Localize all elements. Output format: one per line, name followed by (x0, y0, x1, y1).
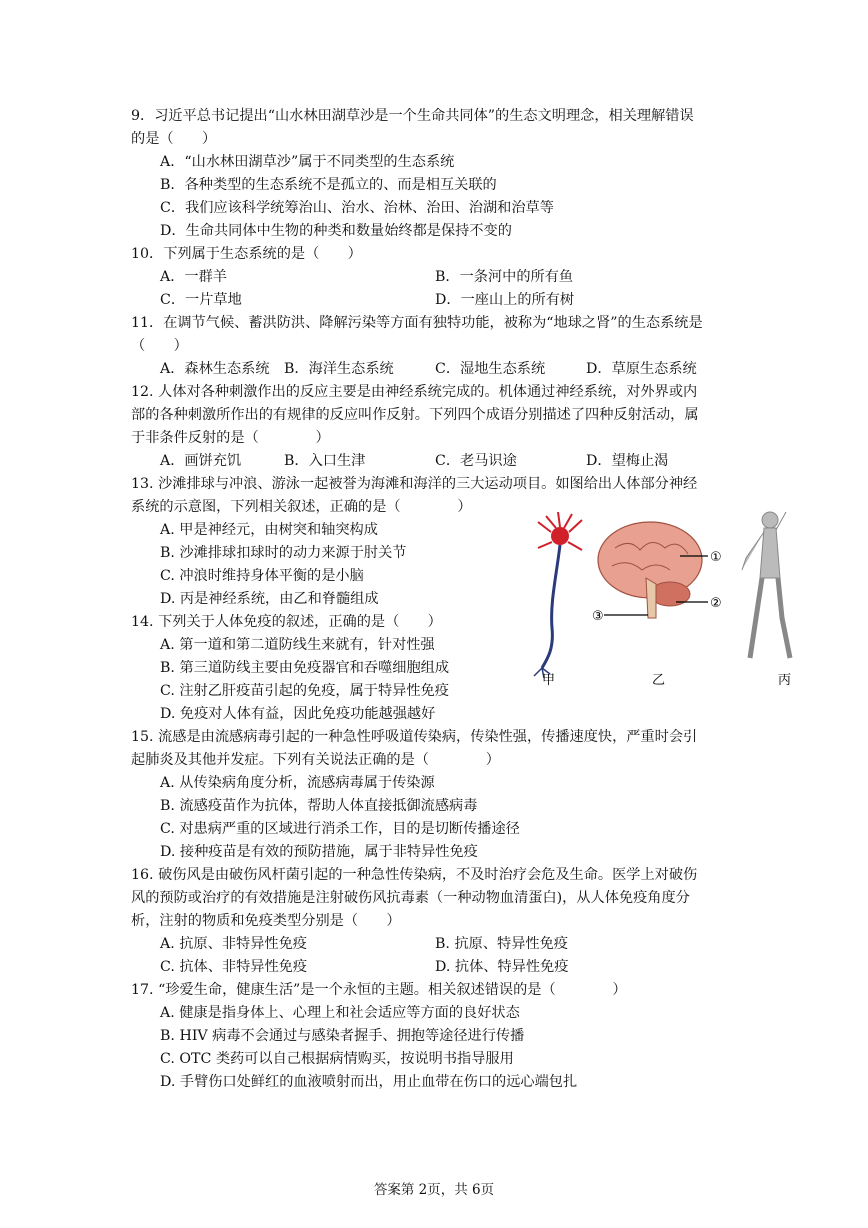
q13-option-c: C. 冲浪时维持身体平衡的是小脑 (160, 568, 364, 584)
q9-option-b: B．各种类型的生态系统不是孤立的、而是相互关联的 (160, 177, 497, 193)
body-nervous-system-illustration (742, 512, 790, 658)
marker-2: ② (710, 596, 722, 611)
q11-option-a: A．森林生态系统 (160, 361, 270, 377)
q9-stem-line2: 的是（ ） (131, 131, 217, 147)
q13-stem-line1: 13. 沙滩排球与冲浪、游泳一起被誉为海滩和海洋的三大运动项目。如图给出人体部分神经 (131, 476, 698, 492)
q12-option-c: C．老马识途 (435, 453, 517, 469)
q12-option-d: D．望梅止渴 (586, 453, 669, 469)
brain-illustration (598, 522, 708, 618)
q10-option-d: D．一座山上的所有树 (435, 292, 575, 308)
q15-stem-line2: 起肺炎及其他并发症。下列有关说法正确的是（ ） (131, 752, 500, 768)
q16-stem-line3: 析，注射的物质和免疫类型分别是（ ） (131, 913, 401, 929)
q16-option-a: A. 抗原、非特异性免疫 (160, 936, 307, 952)
q11-option-d: D．草原生态系统 (586, 361, 697, 377)
q17-stem: 17. “珍爱生命，健康生活”是一个永恒的主题。相关叙述错误的是（ ） (131, 982, 627, 998)
q11-stem-line2: （ ） (131, 338, 188, 354)
q12-stem-line1: 12. 人体对各种刺激作出的反应主要是由神经系统完成的。机体通过神经系统，对外界或内 (131, 384, 698, 400)
q9-option-a: A．“山水林田湖草沙”属于不同类型的生态系统 (160, 154, 455, 170)
q12-stem-line2: 部的各种刺激所作出的有规律的反应叫作反射。下列四个成语分别描述了四种反射活动，属 (131, 407, 699, 423)
q9-option-d: D．生命共同体中生物的种类和数量始终都是保持不变的 (160, 223, 512, 239)
neuron-illustration (534, 512, 582, 678)
q15-option-d: D. 接种疫苗是有效的预防措施，属于非特异性免疫 (160, 844, 478, 860)
q14-option-b: B. 第三道防线主要由免疫器官和吞噬细胞组成 (160, 660, 450, 676)
q13-stem-line2: 系统的示意图，下列相关叙述，正确的是（ ） (131, 499, 472, 515)
q10-option-a: A．一群羊 (160, 269, 227, 285)
q12-option-b: B．入口生津 (284, 453, 366, 469)
q11-option-b: B．海洋生态系统 (284, 361, 394, 377)
q17-option-a: A. 健康是指身体上、心理上和社会适应等方面的良好状态 (160, 1005, 520, 1021)
label-yi: 乙 (652, 673, 666, 688)
q14-option-d: D. 免疫对人体有益，因此免疫功能越强越好 (160, 706, 436, 722)
nervous-system-diagram (520, 508, 800, 688)
q14-stem: 14. 下列关于人体免疫的叙述，正确的是（ ） (131, 614, 442, 630)
q9-option-c: C．我们应该科学统筹治山、治水、治林、治田、治湖和治草等 (160, 200, 554, 216)
q16-stem-line2: 风的预防或治疗的有效措施是注射破伤风抗毒素（一种动物血清蛋白)，从人体免疫角度分 (131, 890, 690, 906)
page-footer: 答案第 2页，共 6页 (373, 1182, 495, 1198)
q10-option-c: C．一片草地 (160, 292, 242, 308)
q13-option-b: B. 沙滩排球扣球时的动力来源于肘关节 (160, 545, 407, 561)
q10-option-b: B．一条河中的所有鱼 (435, 269, 574, 285)
label-jia: 甲 (542, 673, 556, 688)
q10-stem: 10．下列属于生态系统的是（ ） (131, 246, 362, 262)
q17-option-b: B. HIV 病毒不会通过与感染者握手、拥抱等途径进行传播 (160, 1028, 525, 1044)
q12-option-a: A．画饼充饥 (160, 453, 242, 469)
q15-stem-line1: 15. 流感是由流感病毒引起的一种急性呼吸道传染病，传染性强，传播速度快，严重时会引 (131, 729, 698, 745)
q13-option-d: D. 丙是神经系统，由乙和脊髓组成 (160, 591, 379, 607)
q15-option-c: C. 对患病严重的区域进行消杀工作，目的是切断传播途径 (160, 821, 520, 837)
marker-1: ① (710, 550, 722, 565)
q12-stem-line3: 于非条件反射的是（ ） (131, 430, 330, 446)
q17-option-d: D. 手臂伤口处鲜红的血液喷射而出，用止血带在伤口的远心端包扎 (160, 1074, 578, 1090)
q16-option-d: D. 抗体、特异性免疫 (435, 959, 569, 975)
q17-option-c: C. OTC 类药可以自己根据病情购买，按说明书指导服用 (160, 1051, 514, 1067)
q14-option-a: A. 第一道和第二道防线生来就有，针对性强 (160, 637, 435, 653)
q15-option-a: A. 从传染病角度分析，流感病毒属于传染源 (160, 775, 435, 791)
nervous-system-figure (520, 508, 800, 688)
label-bing: 丙 (778, 673, 792, 688)
marker-3: ③ (592, 609, 604, 624)
q13-option-a: A. 甲是神经元，由树突和轴突构成 (160, 522, 378, 538)
q14-option-c: C. 注射乙肝疫苗引起的免疫，属于特异性免疫 (160, 683, 449, 699)
q9-stem-line1: 9．习近平总书记提出“山水林田湖草沙是一个生命共同体”的生态文明理念，相关理解错误 (131, 108, 694, 124)
q16-stem-line1: 16. 破伤风是由破伤风杆菌引起的一种急性传染病，不及时治疗会危及生命。医学上对破伤 (131, 867, 698, 883)
q11-stem-line1: 11．在调节气候、蓄洪防洪、降解污染等方面有独特功能，被称为“地球之肾”的生态系统是 (131, 315, 703, 331)
q15-option-b: B. 流感疫苗作为抗体，帮助人体直接抵御流感病毒 (160, 798, 478, 814)
q16-option-b: B. 抗原、特异性免疫 (435, 936, 568, 952)
q16-option-c: C. 抗体、非特异性免疫 (160, 959, 308, 975)
q11-option-c: C．湿地生态系统 (435, 361, 546, 377)
